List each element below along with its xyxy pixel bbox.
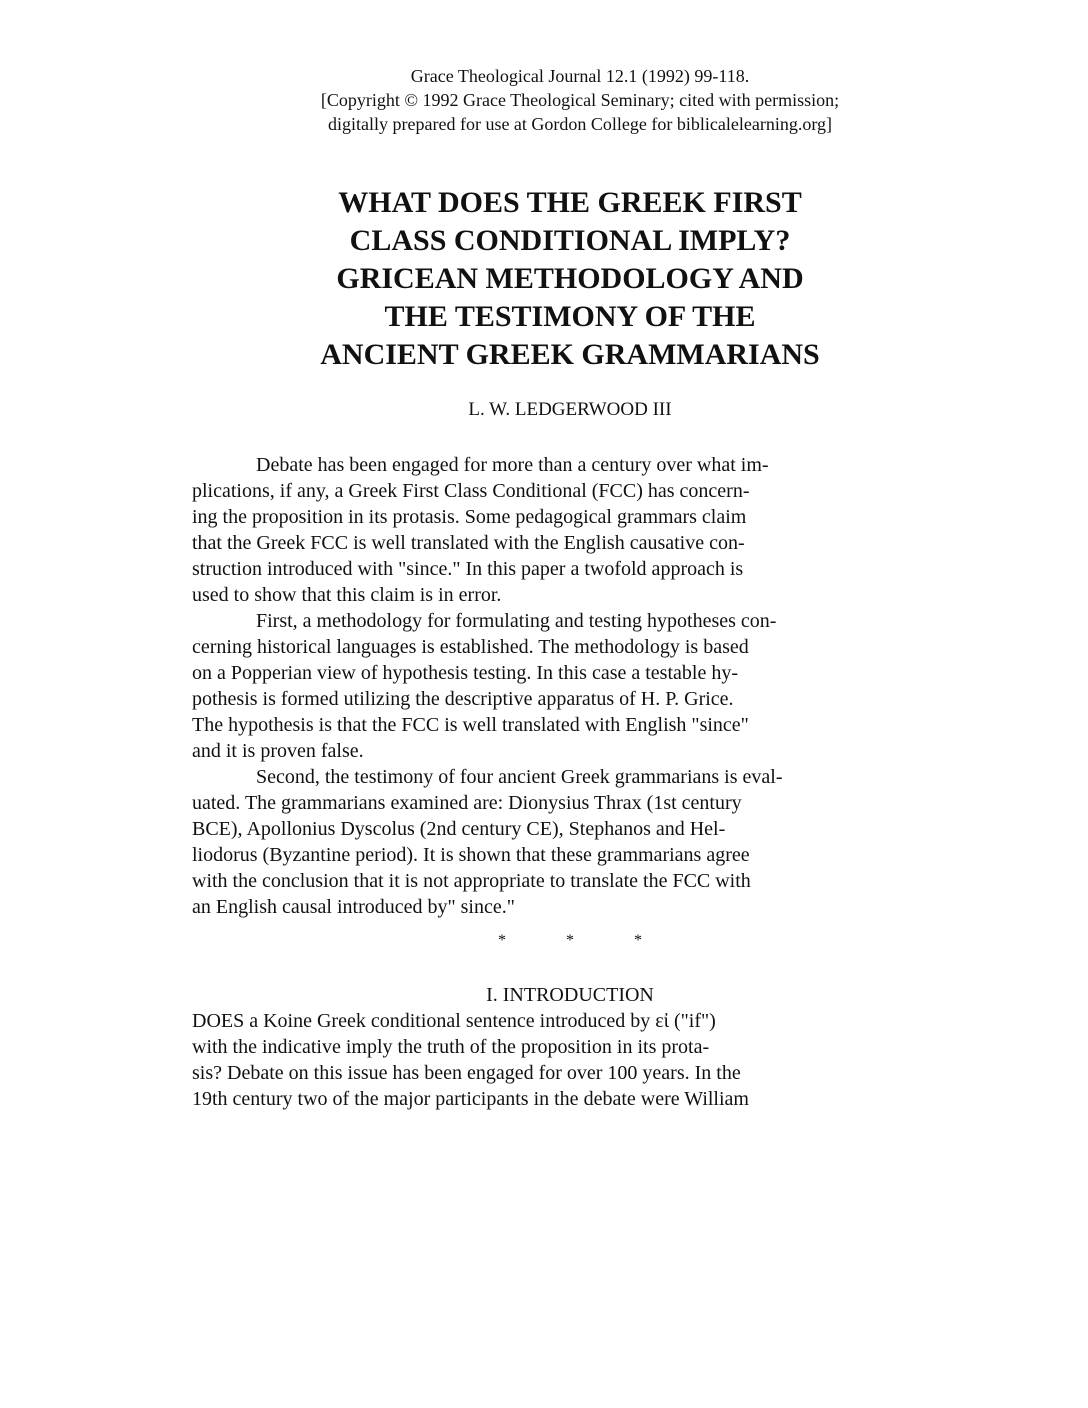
introduction-text bbox=[192, 1008, 872, 1112]
title-line: GRICEAN METHODOLOGY AND bbox=[336, 262, 804, 295]
text-line: with the indicative imply the truth of the proposition in its prota- bbox=[192, 1036, 710, 1058]
text-line: sis? Debate on this issue has been engaged for over 100 years. In the bbox=[192, 1062, 741, 1084]
text-line: plications, if any, a Greek First Class Conditional (FCC) has concern- bbox=[192, 480, 750, 502]
text-line: liodorus (Byzantine period). It is shown that these grammarians agree bbox=[192, 844, 750, 866]
text-line: First, a methodology for formulating and testing hypotheses con- bbox=[256, 610, 777, 632]
text-line: with the conclusion that it is not appropriate to translate the FCC with bbox=[192, 870, 751, 892]
journal-citation-header bbox=[300, 64, 860, 136]
text-line: that the Greek FCC is well translated with the English causative con- bbox=[192, 532, 745, 554]
title-line: THE TESTIMONY OF THE bbox=[384, 300, 756, 333]
text-line: 19th century two of the major participants in the debate were William bbox=[192, 1088, 749, 1110]
text-line: BCE), Apollonius Dyscolus (2nd century CE), Stephanos and Hel- bbox=[192, 818, 726, 840]
text-line: struction introduced with "since." In this paper a twofold approach is bbox=[192, 558, 744, 580]
title-line: WHAT DOES THE GREEK FIRST bbox=[338, 186, 802, 219]
abstract-paragraph-2 bbox=[192, 608, 872, 764]
text-line: DOES a Koine Greek conditional sentence introduced by εἰ ("if") bbox=[192, 1010, 716, 1032]
abstract-paragraph-1 bbox=[192, 452, 872, 608]
text-line: Debate has been engaged for more than a century over what im- bbox=[256, 454, 769, 476]
title-line: ANCIENT GREEK GRAMMARIANS bbox=[320, 338, 820, 371]
text-line: used to show that this claim is in error. bbox=[192, 584, 502, 606]
text-line: Second, the testimony of four ancient Greek grammarians is eval- bbox=[256, 766, 783, 788]
journal-citation-line: Grace Theological Journal 12.1 (1992) 99-118. bbox=[410, 66, 750, 86]
article-title bbox=[270, 184, 870, 374]
author-name: L. W. LEDGERWOOD III bbox=[468, 399, 672, 420]
section-separator: * * * bbox=[498, 932, 670, 949]
text-line: ing the proposition in its protasis. Some pedagogical grammars claim bbox=[192, 506, 747, 528]
digitization-note-line: digitally prepared for use at Gordon College for biblicalelearning.org] bbox=[328, 114, 832, 134]
text-line: The hypothesis is that the FCC is well translated with English "since" bbox=[192, 714, 749, 736]
title-line: CLASS CONDITIONAL IMPLY? bbox=[349, 224, 791, 257]
text-line: pothesis is formed utilizing the descriptive apparatus of H. P. Grice. bbox=[192, 688, 734, 710]
abstract bbox=[192, 452, 872, 920]
text-line: uated. The grammarians examined are: Dionysius Thrax (1st century bbox=[192, 792, 742, 814]
text-line: cerning historical languages is established. The methodology is based bbox=[192, 636, 749, 658]
text-line: on a Popperian view of hypothesis testing. In this case a testable hy- bbox=[192, 662, 738, 684]
text-line: and it is proven false. bbox=[192, 740, 364, 762]
abstract-paragraph-3 bbox=[192, 764, 872, 920]
copyright-line: [Copyright © 1992 Grace Theological Seminary; cited with permission; bbox=[320, 90, 840, 110]
section-heading: I. INTRODUCTION bbox=[486, 984, 654, 1006]
text-line: an English causal introduced by" since." bbox=[192, 896, 515, 918]
